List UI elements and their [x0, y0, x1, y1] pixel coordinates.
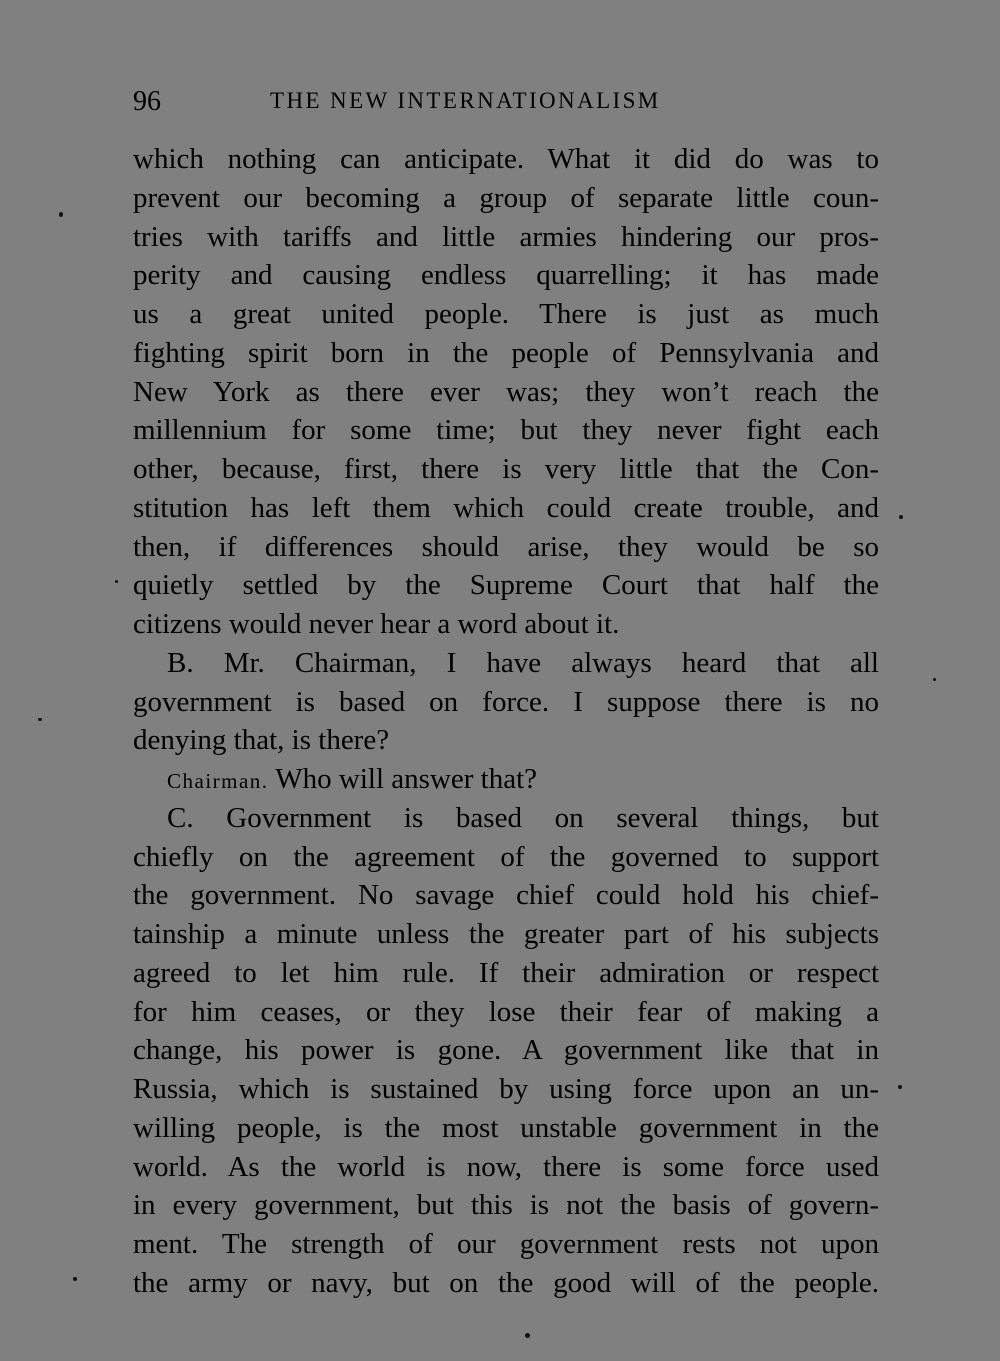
scan-speck — [933, 678, 936, 681]
page-number: 96 — [133, 86, 161, 117]
text-line: New York as there ever was; they won’t reach the — [133, 375, 879, 408]
text-line: which nothing can anticipate. What it did do was to — [133, 143, 879, 175]
text-line: perity and causing endless quarrelling; it has made — [133, 259, 879, 292]
speaker-line — [133, 760, 879, 799]
text-line: C. Government is based on several things, but — [167, 801, 879, 834]
text-line: in every government, but this is not the basis of govern- — [133, 1189, 879, 1222]
scan-speck — [38, 718, 42, 721]
text-line: tries with tariffs and little armies hindering our pros- — [133, 220, 879, 253]
text-line: stitution has left them which could create trouble, and — [133, 491, 879, 524]
text-line: Russia, which is sustained by using force upon an un- — [133, 1073, 879, 1105]
text-line: chiefly on the agreement of the governed to support — [133, 840, 879, 873]
text-line: millennium for some time; but they never fight each — [133, 414, 879, 447]
text-line: other, because, first, there is very little that the Con- — [133, 453, 879, 485]
text-line: change, his power is gone. A government like that in — [133, 1034, 879, 1067]
scan-speck — [115, 580, 118, 583]
text-line: for him ceases, or they lose their fear of making a — [133, 995, 879, 1028]
text-line: fighting spirit born in the people of Pennsylvania and — [133, 336, 879, 369]
text-line: quietly settled by the Supreme Court that half the — [133, 569, 879, 602]
text-line: world. As the world is now, there is some force used — [133, 1150, 879, 1183]
text-line: B. Mr. Chairman, I have always heard that all — [167, 646, 879, 679]
scan-speck — [898, 1085, 902, 1089]
scan-speck — [525, 1333, 530, 1338]
text-line: then, if differences should arise, they would be so — [133, 530, 879, 563]
scan-speck — [73, 1277, 77, 1281]
speaker-text: Who will answer that? — [275, 763, 538, 795]
text-line: ment. The strength of our government rests not upon — [133, 1228, 879, 1260]
text-line: the government. No savage chief could hold his chief- — [133, 879, 879, 912]
running-title: THE NEW INTERNATIONALISM — [270, 88, 661, 113]
text-line: agreed to let him rule. If their admiration or respect — [133, 956, 879, 989]
text-line: the army or navy, but on the good will of the people. — [133, 1266, 879, 1299]
body-text — [133, 140, 879, 1303]
speaker-label: Chairman. — [167, 769, 269, 793]
text-line: denying that, is there? — [133, 724, 390, 757]
scan-speck — [59, 212, 63, 217]
text-line: us a great united people. There is just as much — [133, 298, 879, 330]
text-line: citizens would never hear a word about it. — [133, 608, 620, 640]
running-head — [133, 86, 883, 122]
text-line: government is based on force. I suppose there is no — [133, 685, 879, 718]
text-line: willing people, is the most unstable government in the — [133, 1111, 879, 1144]
text-line: prevent our becoming a group of separate little coun- — [133, 181, 879, 214]
text-line: tainship a minute unless the greater part of his subjects — [133, 918, 879, 950]
scan-speck — [899, 515, 903, 519]
